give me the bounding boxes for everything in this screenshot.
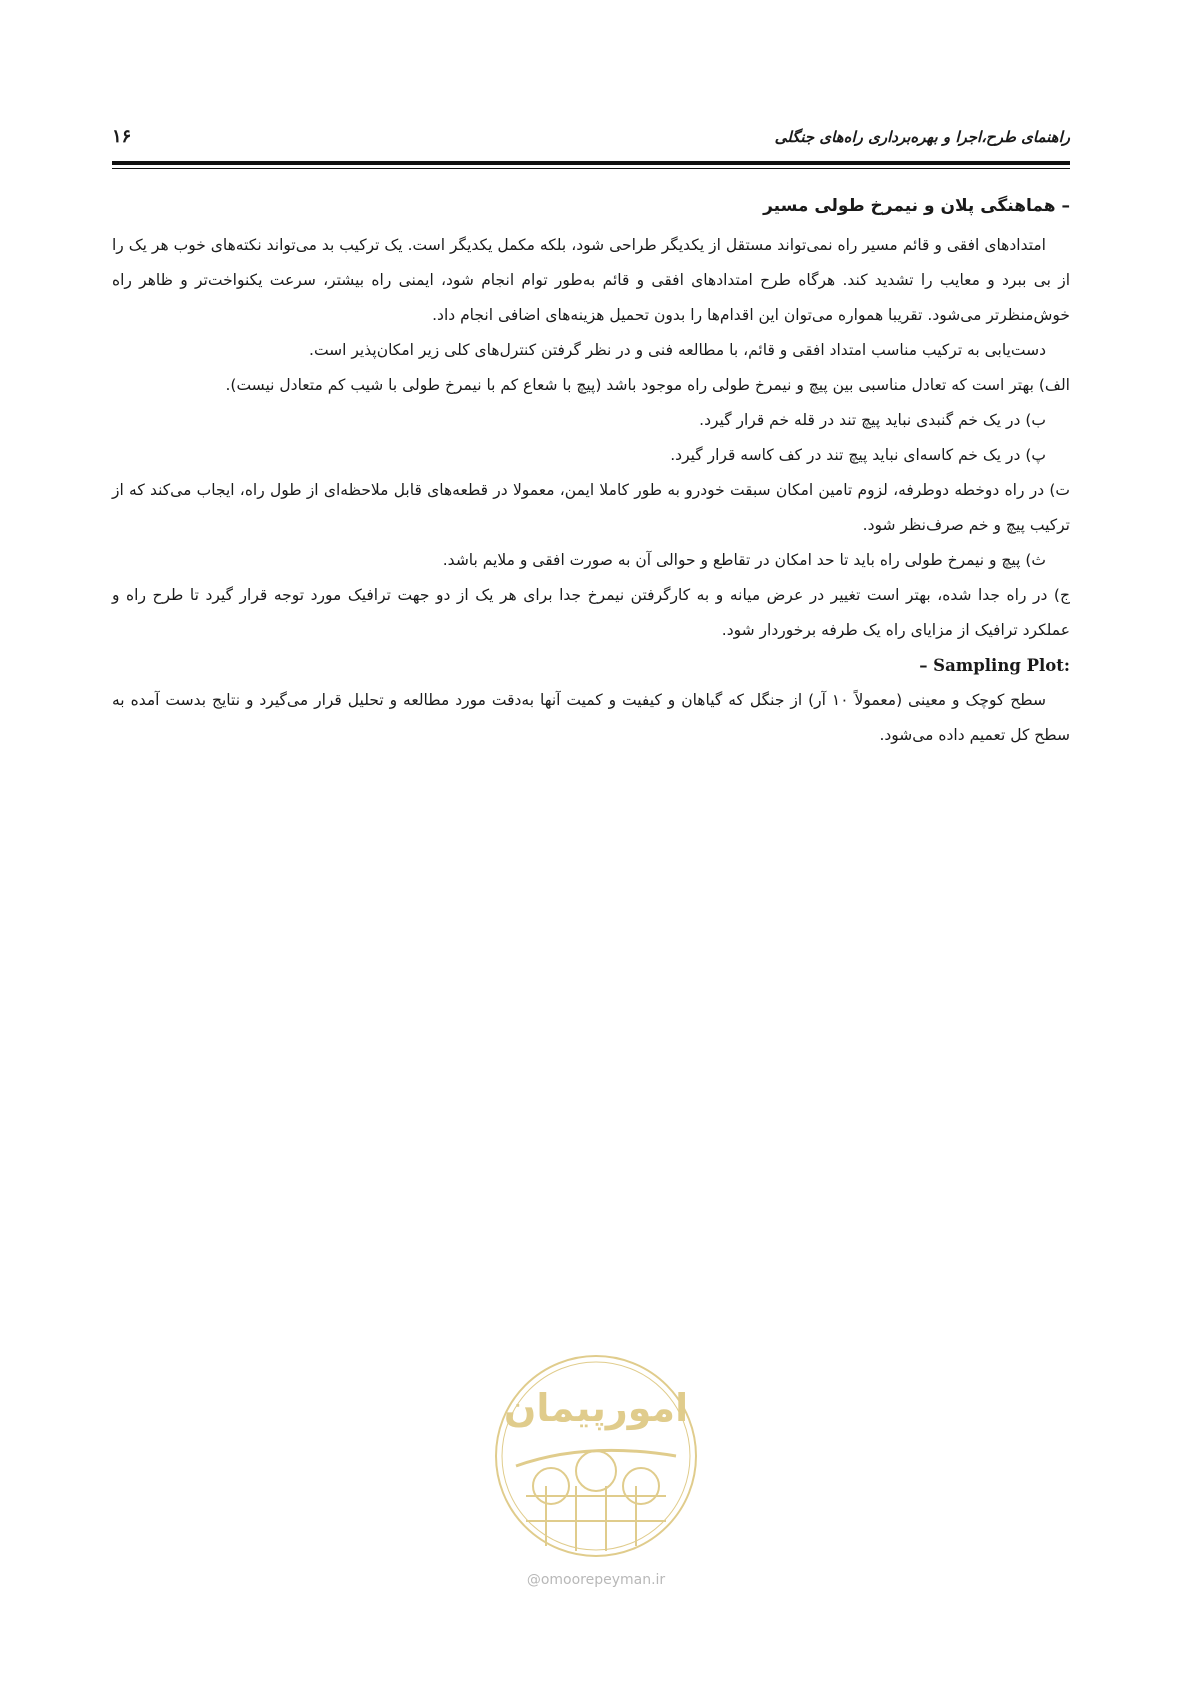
list-item: ث) پیچ و نیمرخ طولی راه باید تا حد امکان در تقاطع و حوالی آن به صورت افقی و ملایم باشد. (442, 551, 1046, 569)
list-item: پ) در یک خم کاسه‌ای نباید پیچ تند در کف کاسه قرار گیرد. (670, 446, 1046, 464)
page-number: ۱۶ (112, 126, 132, 147)
watermark-logo (486, 1346, 706, 1592)
running-title: راهنمای طرح،اجرا و بهره‌برداری راه‌های جنگلی (774, 128, 1070, 146)
list-item: ب) در یک خم گنبدی نباید پیچ تند در قله خم قرار گیرد. (699, 411, 1046, 429)
page-header (112, 126, 1070, 156)
watermark-caption: @omoorepeyman.ir (526, 1572, 666, 1588)
paragraph-intro: امتدادهای افقی و قائم مسیر راه نمی‌تواند مستقل از یکدیگر طراحی شود، بلکه مکمل یکدیگر است. یک ترکیب بد می‌تواند نکته‌های خوب هر یک را از بی ببرد و معایب را تشدید کند. هرگاه طرح امتدادهای افقی و قائم به‌طور توام انجام شود، ایمنی راه بیشتر، سرعت یکنواخت‌تر و ظاهر راه خوش‌منظرتر می‌شود. تقریبا همواره می‌توان این اقدام‌ها را بدون تحمیل هزینه‌های اضافی انجام داد. (112, 236, 1070, 324)
header-rule-thin (112, 168, 1070, 169)
list-item: ت) در راه دوخطه دوطرفه، لزوم تامین امکان سبقت خودرو به طور کاملا ایمن، معمولا در قطعه‌های قابل ملاحظه‌ای از طول راه، ایجاب می‌کند که از ترکیب پیچ و خم صرف‌نظر شود. (112, 481, 1070, 534)
list-item: ج) در راه جدا شده، بهتر است تغییر در عرض میانه و به کارگرفتن نیمرخ جدا برای هر یک از دو جهت ترافیک مورد توجه قرار گیرد تا طرح راه و عملکرد ترافیک از مزایای راه یک طرفه برخوردار شود. (112, 586, 1070, 639)
paragraph-controls: دست‌یابی به ترکیب مناسب امتداد افقی و قائم، با مطالعه فنی و در نظر گرفتن کنترل‌های کلی زیر امکان‌پذیر است. (309, 341, 1046, 359)
section-heading-plan-profile: – هماهنگی پلان و نیمرخ طولی مسیر (763, 196, 1070, 216)
paragraph-sampling-plot: سطح کوچک و معینی (معمولاً ۱۰ آر) از جنگل که گیاهان و کیفیت و کمیت آنها به‌دقت مورد مطالعه و تحلیل قرار می‌گیرد و نتایج بدست آمده به سطح کل تعمیم داده می‌شود. (112, 691, 1070, 744)
page-body (112, 188, 1070, 753)
watermark-logo-text: امورپیمان (503, 1386, 689, 1430)
section-heading-sampling-plot: – Sampling Plot: (919, 656, 1070, 675)
list-item: الف) بهتر است که تعادل مناسبی بین پیچ و نیمرخ طولی راه موجود باشد (پیچ با شعاع کم با نیمرخ طولی با شیب کم متعادل نیست). (225, 376, 1070, 394)
header-rule-thick (112, 161, 1070, 165)
